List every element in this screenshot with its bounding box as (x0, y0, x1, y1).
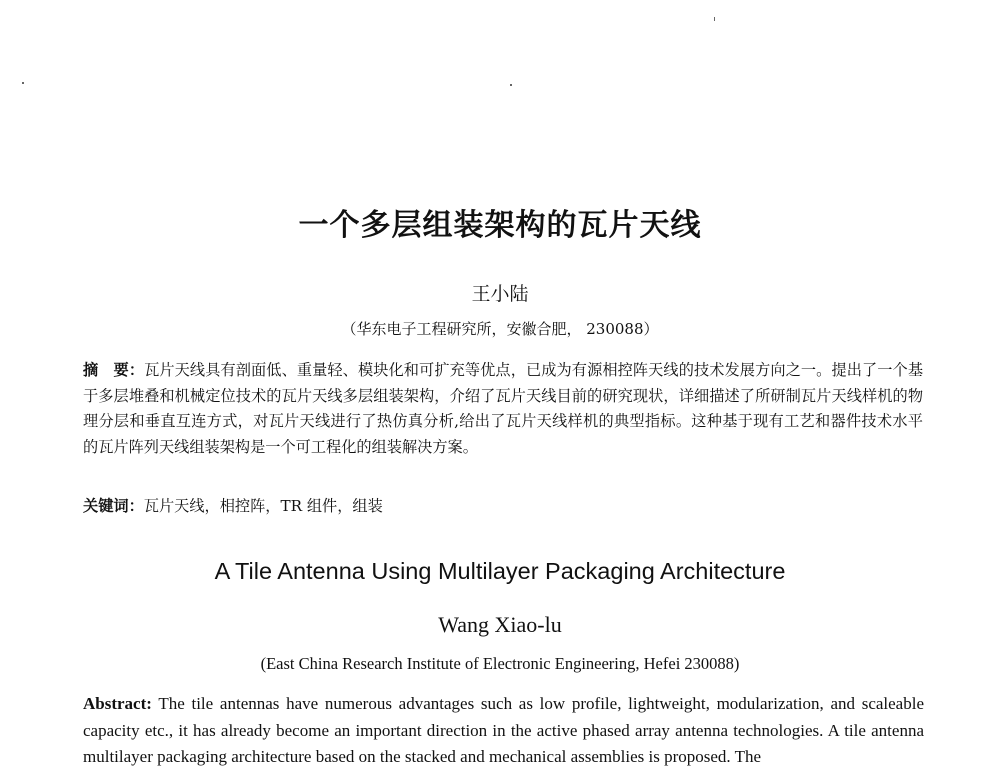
scan-speck (510, 84, 512, 86)
scan-speck (22, 82, 24, 84)
chinese-keywords (83, 494, 383, 519)
chinese-abstract-label: 摘 要： (83, 361, 145, 379)
chinese-author: 王小陆 (471, 283, 529, 305)
chinese-keywords-label: 关键词： (83, 497, 144, 515)
chinese-abstract (83, 358, 923, 461)
english-abstract-text: The tile antennas have numerous advantages such as low profile, lightweight, modularization, and scaleable capacity etc., it has already become an important direction in the active phased array antenna technologies. A tile antenna multilayer packaging architecture based on the stacked and mechanical assemblies is proposed. The (83, 694, 924, 766)
english-abstract-label: Abstract: (83, 694, 152, 713)
chinese-keywords-text: 瓦片天线，相控阵，TR 组件，组装 (143, 497, 383, 515)
english-abstract (83, 691, 924, 771)
chinese-title: 一个多层组装架构的瓦片天线 (298, 208, 702, 243)
english-title: A Tile Antenna Using Multilayer Packaging Architecture (214, 558, 786, 584)
chinese-abstract-text: 瓦片天线具有剖面低、重量轻、模块化和可扩充等优点，已成为有源相控阵天线的技术发展方向之一。提出了一个基于多层堆叠和机械定位技术的瓦片天线多层组装架构，介绍了瓦片天线目前的研究现状，详细描述了所研制瓦片天线样机的物理分层和垂直互连方式，对瓦片天线进行了热仿真分析,给出了瓦片天线样机的典型指标。这种基于现有工艺和器件技术水平的瓦片阵列天线组装架构是一个可工程化的组装解决方案。 (83, 361, 924, 457)
scan-speck (714, 17, 715, 21)
english-author: Wang Xiao-lu (438, 612, 562, 637)
chinese-affiliation: （华东电子工程研究所，安徽合肥， 230088） (341, 320, 659, 338)
english-affiliation: (East China Research Institute of Electronic Engineering, Hefei 230088) (260, 654, 740, 673)
